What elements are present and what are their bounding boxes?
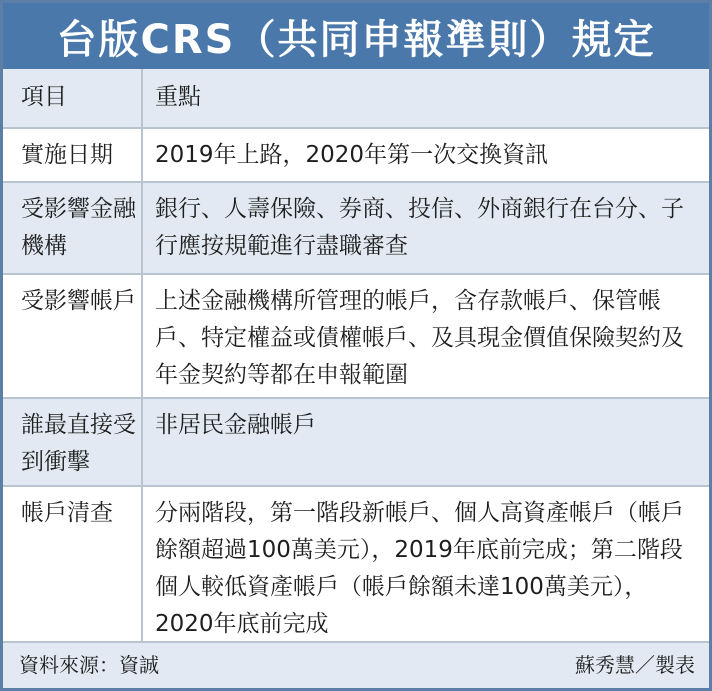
column-divider	[141, 69, 143, 127]
page-title: 台版CRS（共同申報準則）規定	[56, 16, 656, 63]
title-bar	[3, 3, 709, 69]
credit-note: 蘇秀慧／製表	[575, 653, 695, 677]
column-divider	[141, 129, 143, 181]
table-row	[3, 487, 709, 643]
row-value: 上述金融機構所管理的帳戶，含存款帳戶、保管帳戶、特定權益或債權帳戶、及具現金價值保險契約及年金契約等都在申報範圍	[155, 288, 684, 388]
row-label: 實施日期	[21, 142, 113, 168]
column-divider	[141, 275, 143, 397]
table-row	[3, 183, 709, 275]
column-divider	[141, 399, 143, 485]
row-value: 2019年上路，2020年第一次交換資訊	[155, 142, 549, 168]
header-value: 重點	[155, 84, 201, 110]
row-label: 誰最直接受到衝擊	[21, 412, 136, 475]
row-value: 分兩階段，第一階段新帳戶、個人高資產帳戶（帳戶餘額超過100萬美元），2019年底前完成；第二階段個人較低資產帳戶（帳戶餘額未達100萬美元），2020年底前完成	[155, 500, 684, 637]
table-header-row	[3, 69, 709, 129]
row-label: 受影響金融機構	[21, 196, 136, 259]
column-divider	[141, 487, 143, 641]
source-note: 資料來源：資誠	[19, 653, 159, 677]
column-divider	[141, 183, 143, 273]
row-value: 非居民金融帳戶	[155, 412, 316, 438]
table-row	[3, 275, 709, 399]
footer	[3, 643, 709, 688]
table-row	[3, 399, 709, 487]
row-label: 受影響帳戶	[21, 288, 136, 314]
header-label: 項目	[21, 84, 67, 110]
row-value: 銀行、人壽保險、券商、投信、外商銀行在台分、子行應按規範進行盡職審查	[155, 196, 684, 259]
table-row	[3, 129, 709, 183]
row-label: 帳戶清查	[21, 500, 113, 526]
